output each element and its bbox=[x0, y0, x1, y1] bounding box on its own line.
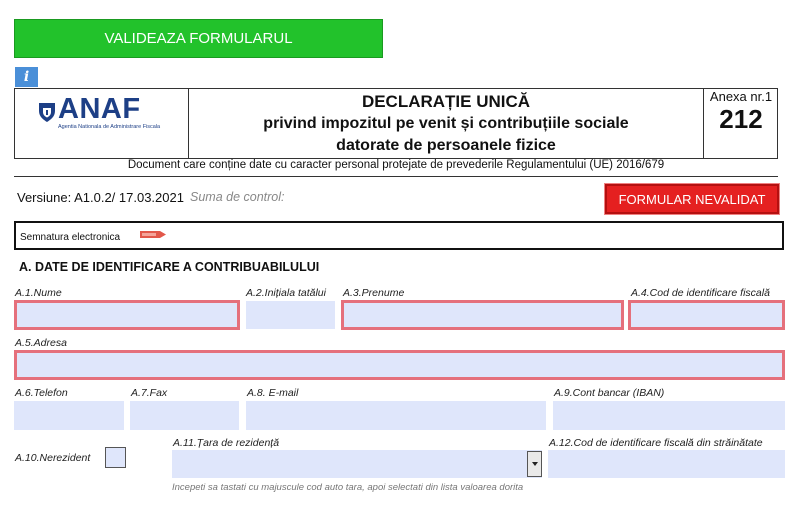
validate-form-button[interactable]: VALIDEAZA FORMULARUL bbox=[14, 19, 383, 58]
section-a-title: A. DATE DE IDENTIFICARE A CONTRIBUABILULUI bbox=[19, 260, 320, 274]
dropdown-button-a11[interactable] bbox=[527, 451, 542, 477]
info-icon: i bbox=[23, 69, 30, 85]
field-a3-prenume[interactable] bbox=[341, 300, 624, 330]
signature-arrow-icon[interactable] bbox=[140, 225, 166, 232]
label-a10-nerezident: A.10.Nerezident bbox=[15, 452, 91, 464]
anaf-shield-logo bbox=[38, 101, 56, 128]
label-a3-prenume: A.3.Prenume bbox=[343, 287, 405, 299]
field-a7-fax[interactable] bbox=[130, 401, 239, 430]
field-a2-initiala[interactable] bbox=[246, 301, 335, 329]
form-title-line3: datorate de persoanele fizice bbox=[336, 137, 556, 154]
gdpr-note: Document care conține date cu caracter personal protejate de prevederile Regulamentului (UE) 2016/679 bbox=[127, 159, 665, 171]
signature-label: Semnatura electronica bbox=[20, 232, 121, 243]
field-a5-adresa[interactable] bbox=[14, 350, 785, 380]
select-a11-tara[interactable] bbox=[172, 450, 542, 478]
field-a6-telefon[interactable] bbox=[14, 401, 124, 430]
label-a5-adresa: A.5.Adresa bbox=[15, 337, 67, 349]
anaf-logo-subtitle: Agentia Nationala de Administrare Fiscala bbox=[58, 124, 161, 130]
form-status-button[interactable]: FORMULAR NEVALIDAT bbox=[605, 184, 779, 214]
info-button[interactable] bbox=[15, 67, 38, 87]
form-title-line1: DECLARAȚIE UNICĂ bbox=[361, 92, 531, 111]
label-a7-fax: A.7.Fax bbox=[131, 387, 168, 399]
form-title-line2: privind impozitul pe venit și contribuțiile sociale bbox=[263, 115, 629, 132]
label-a8-email: A.8. E-mail bbox=[247, 387, 299, 399]
anexa-label: Anexa nr.1 bbox=[709, 89, 773, 104]
version-label: Versiune: A1.0.2/ 17.03.2021 bbox=[17, 190, 184, 205]
checksum-label: Suma de control: bbox=[190, 190, 285, 204]
field-a1-nume[interactable] bbox=[14, 300, 240, 330]
signature-field[interactable] bbox=[14, 221, 784, 250]
form-title bbox=[190, 91, 702, 157]
form-number: 212 bbox=[719, 104, 763, 134]
label-a4-cif: A.4.Cod de identificare fiscală bbox=[631, 287, 770, 299]
label-a1-nume: A.1.Nume bbox=[15, 287, 62, 299]
field-a8-email[interactable] bbox=[246, 401, 546, 430]
label-a9-iban: A.9.Cont bancar (IBAN) bbox=[554, 387, 665, 399]
chevron-down-icon bbox=[532, 462, 538, 466]
label-a12-cif-strainatate: A.12.Cod de identificare fiscală din străinătate bbox=[549, 437, 763, 449]
label-a11-tara: A.11.Țara de rezidență bbox=[173, 437, 280, 449]
anaf-logo-text: ANAF bbox=[58, 93, 141, 125]
field-a12-cif-strainatate[interactable] bbox=[548, 450, 785, 478]
field-a9-iban[interactable] bbox=[553, 401, 785, 430]
checkbox-a10-nerezident[interactable] bbox=[105, 447, 126, 468]
field-a4-cif[interactable] bbox=[628, 300, 785, 330]
label-a6-telefon: A.6.Telefon bbox=[15, 387, 68, 399]
country-hint: Incepeti sa tastati cu majuscule cod auto tara, apoi selectati din lista valoarea dorita bbox=[172, 482, 524, 493]
gdpr-underline bbox=[14, 176, 778, 177]
header-divider-left bbox=[188, 88, 189, 159]
label-a2-initiala: A.2.Inițiala tatălui bbox=[246, 287, 326, 299]
